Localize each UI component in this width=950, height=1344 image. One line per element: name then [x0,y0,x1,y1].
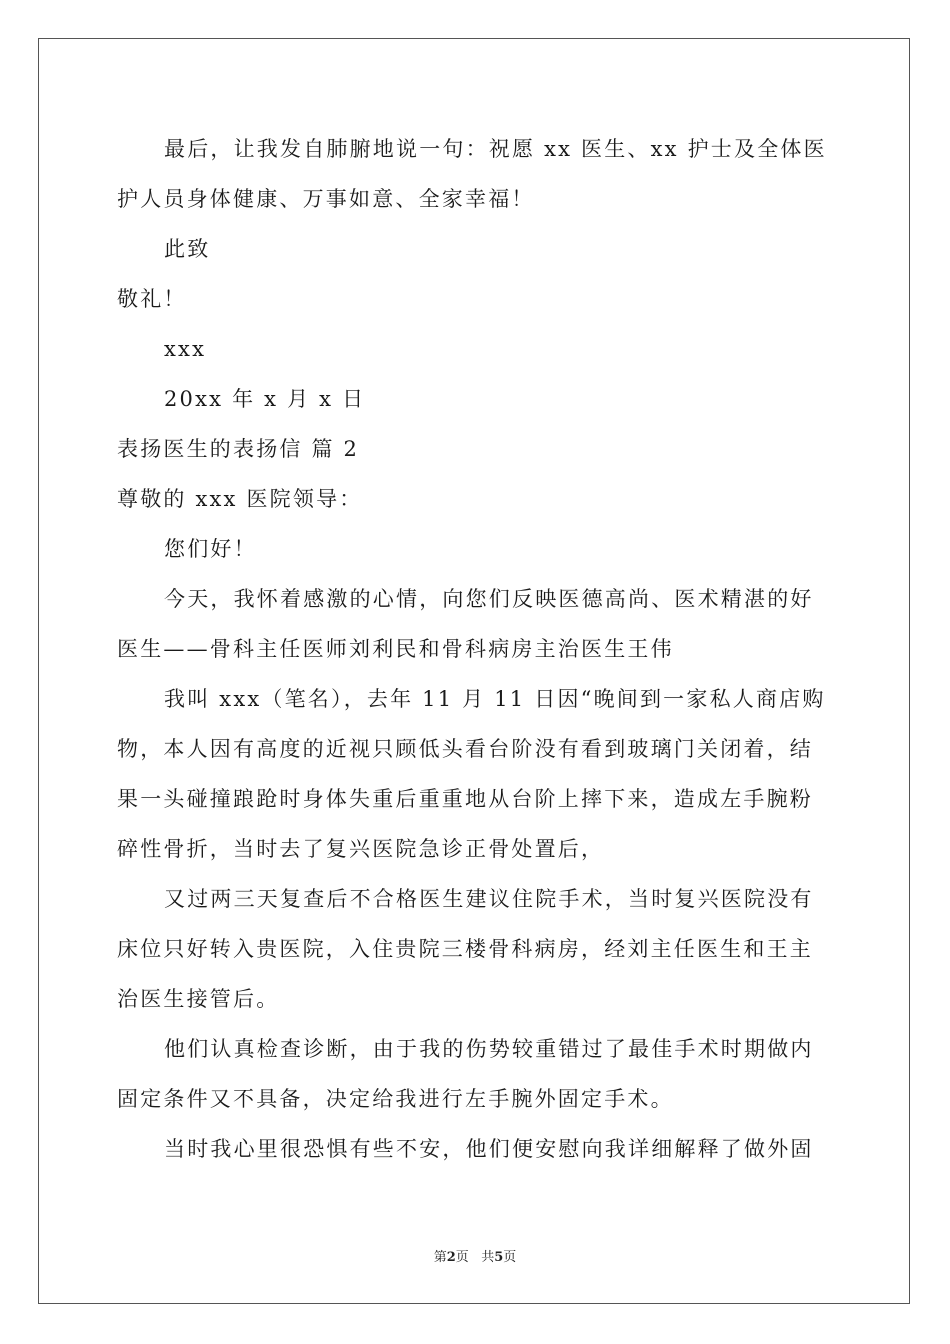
footer-total-suffix: 页 [503,1250,517,1265]
paragraph-line: 护人员身体健康、万事如意、全家幸福！ [117,187,535,211]
paragraph-line: 医生——骨科主任医师刘利民和骨科病房主治医生王伟 [117,637,674,661]
footer-page-prefix: 第 [433,1250,447,1265]
section-title: 表扬医生的表扬信 篇 2 [117,437,360,461]
letter-greeting: 尊敬的 xxx 医院领导： [117,487,363,511]
paragraph-line: 碎性骨折，当时去了复兴医院急诊正骨处置后， [117,837,605,861]
closing-respect: 敬礼！ [117,287,187,311]
paragraph-line: 我叫 xxx（笔名），去年 11 月 11 日因“晚间到一家私人商店购 [164,687,826,711]
paragraph-line: 当时我心里很恐惧有些不安，他们便安慰向我详细解释了做外固 [164,1137,814,1161]
paragraph-line: 您们好！ [164,537,257,561]
footer-page-current: 2 [446,1250,456,1265]
paragraph-line: 物，本人因有高度的近视只顾低头看台阶没有看到玻璃门关闭着，结 [117,737,813,761]
paragraph-line: 床位只好转入贵医院，入住贵院三楼骨科病房，经刘主任医生和王主 [117,937,813,961]
document-body [117,124,837,1174]
page-footer [0,1246,950,1265]
signature-date: 20xx 年 x 月 x 日 [164,387,366,411]
closing-salutation: 此致 [164,237,211,261]
footer-page-total: 5 [494,1250,504,1265]
signature-name: xxx [164,337,207,361]
footer-page-suffix: 页 [455,1250,469,1265]
paragraph-line: 固定条件又不具备，决定给我进行左手腕外固定手术。 [117,1087,674,1111]
paragraph-line: 他们认真检查诊断，由于我的伤势较重错过了最佳手术时期做内 [164,1037,814,1061]
paragraph-line: 又过两三天复查后不合格医生建议住院手术，当时复兴医院没有 [164,887,814,911]
paragraph-line: 最后，让我发自肺腑地说一句：祝愿 xx 医生、xx 护士及全体医 [164,137,827,161]
footer-total-prefix: 共 [481,1250,495,1265]
paragraph-line: 治医生接管后。 [117,987,280,1011]
paragraph-line: 今天，我怀着感激的心情，向您们反映医德高尚、医术精湛的好 [164,587,814,611]
paragraph-line: 果一头碰撞踉跄时身体失重后重重地从台阶上摔下来，造成左手腕粉 [117,787,813,811]
